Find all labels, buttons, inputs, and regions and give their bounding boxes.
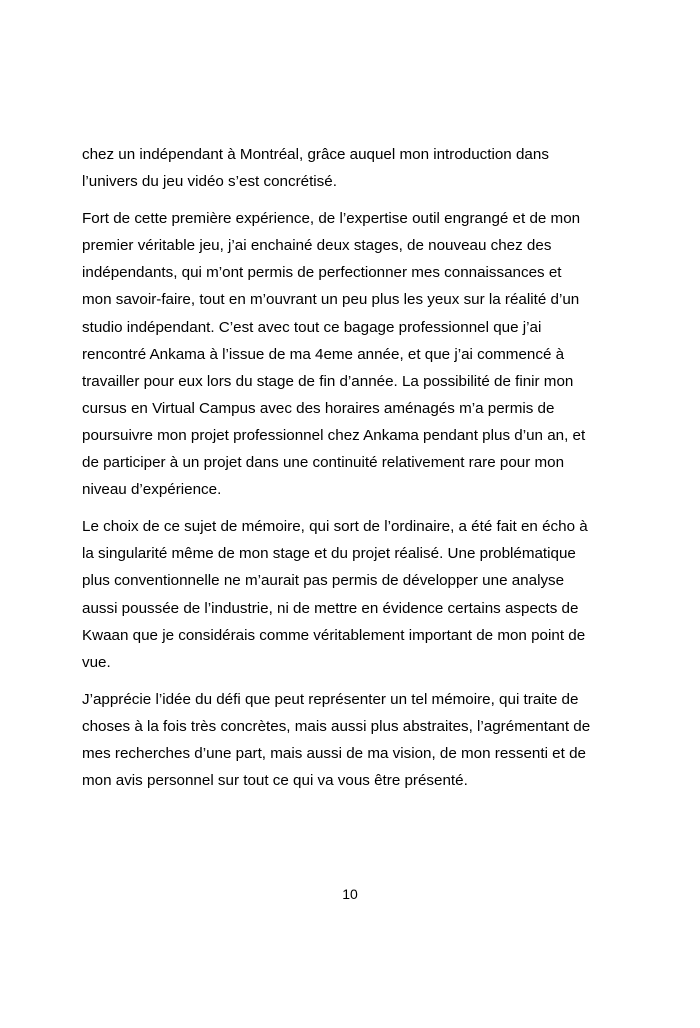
paragraph-2 [82, 205, 622, 503]
text-line: vue. [82, 653, 111, 671]
text-line: plus conventionnelle ne m’aurait pas permis de développer une analyse [82, 572, 565, 590]
text-line: poursuivre mon projet professionnel chez Ankama pendant plus d’un an, et [82, 426, 586, 444]
text-line: Kwaan que je considérais comme véritablement important de mon point de [82, 626, 586, 644]
body-text [82, 141, 622, 804]
text-line: cursus en Virtual Campus avec des horaires aménagés m’a permis de [82, 399, 555, 417]
page-number: 10 [342, 886, 358, 902]
text-line: premier véritable jeu, j’ai enchainé deux stages, de nouveau chez des [82, 237, 552, 255]
paragraph-4 [82, 686, 622, 794]
text-line: rencontré Ankama à l’issue de ma 4eme année, et que j’ai commencé à [82, 345, 565, 363]
text-line: J’apprécie l’idée du défi que peut représenter un tel mémoire, qui traite de [82, 690, 579, 708]
text-line: indépendants, qui m’ont permis de perfectionner mes connaissances et [82, 264, 562, 282]
text-line: aussi poussée de l’industrie, ni de mettre en évidence certains aspects de [82, 599, 579, 617]
text-line: travailler pour eux lors du stage de fin d’année. La possibilité de finir mon [82, 372, 574, 390]
text-line: Le choix de ce sujet de mémoire, qui sort de l’ordinaire, a été fait en écho à [82, 518, 588, 536]
text-line: l’univers du jeu vidéo s’est concrétisé. [82, 173, 337, 191]
text-line: chez un indépendant à Montréal, grâce auquel mon introduction dans [82, 146, 549, 163]
text-line: de participer à un projet dans une continuité relativement rare pour mon [82, 454, 565, 472]
text-line: studio indépendant. C’est avec tout ce bagage professionnel que j’ai [82, 318, 542, 336]
text-line: Fort de cette première expérience, de l’expertise outil engrangé et de mon [82, 210, 581, 228]
text-line: mon avis personnel sur tout ce qui va vous être présenté. [82, 772, 468, 790]
text-line: choses à la fois très concrètes, mais aussi plus abstraites, l’agrémentant de [82, 717, 591, 735]
text-line: mon savoir-faire, tout en m’ouvrant un peu plus les yeux sur la réalité d’un [82, 291, 580, 309]
text-line: mes recherches d’une part, mais aussi de ma vision, de mon ressenti et de [82, 744, 586, 762]
text-line: niveau d’expérience. [82, 481, 222, 499]
paragraph-3 [82, 513, 622, 676]
paragraph-1 [82, 141, 622, 195]
text-line: la singularité même de mon stage et du projet réalisé. Une problématique [82, 545, 576, 563]
